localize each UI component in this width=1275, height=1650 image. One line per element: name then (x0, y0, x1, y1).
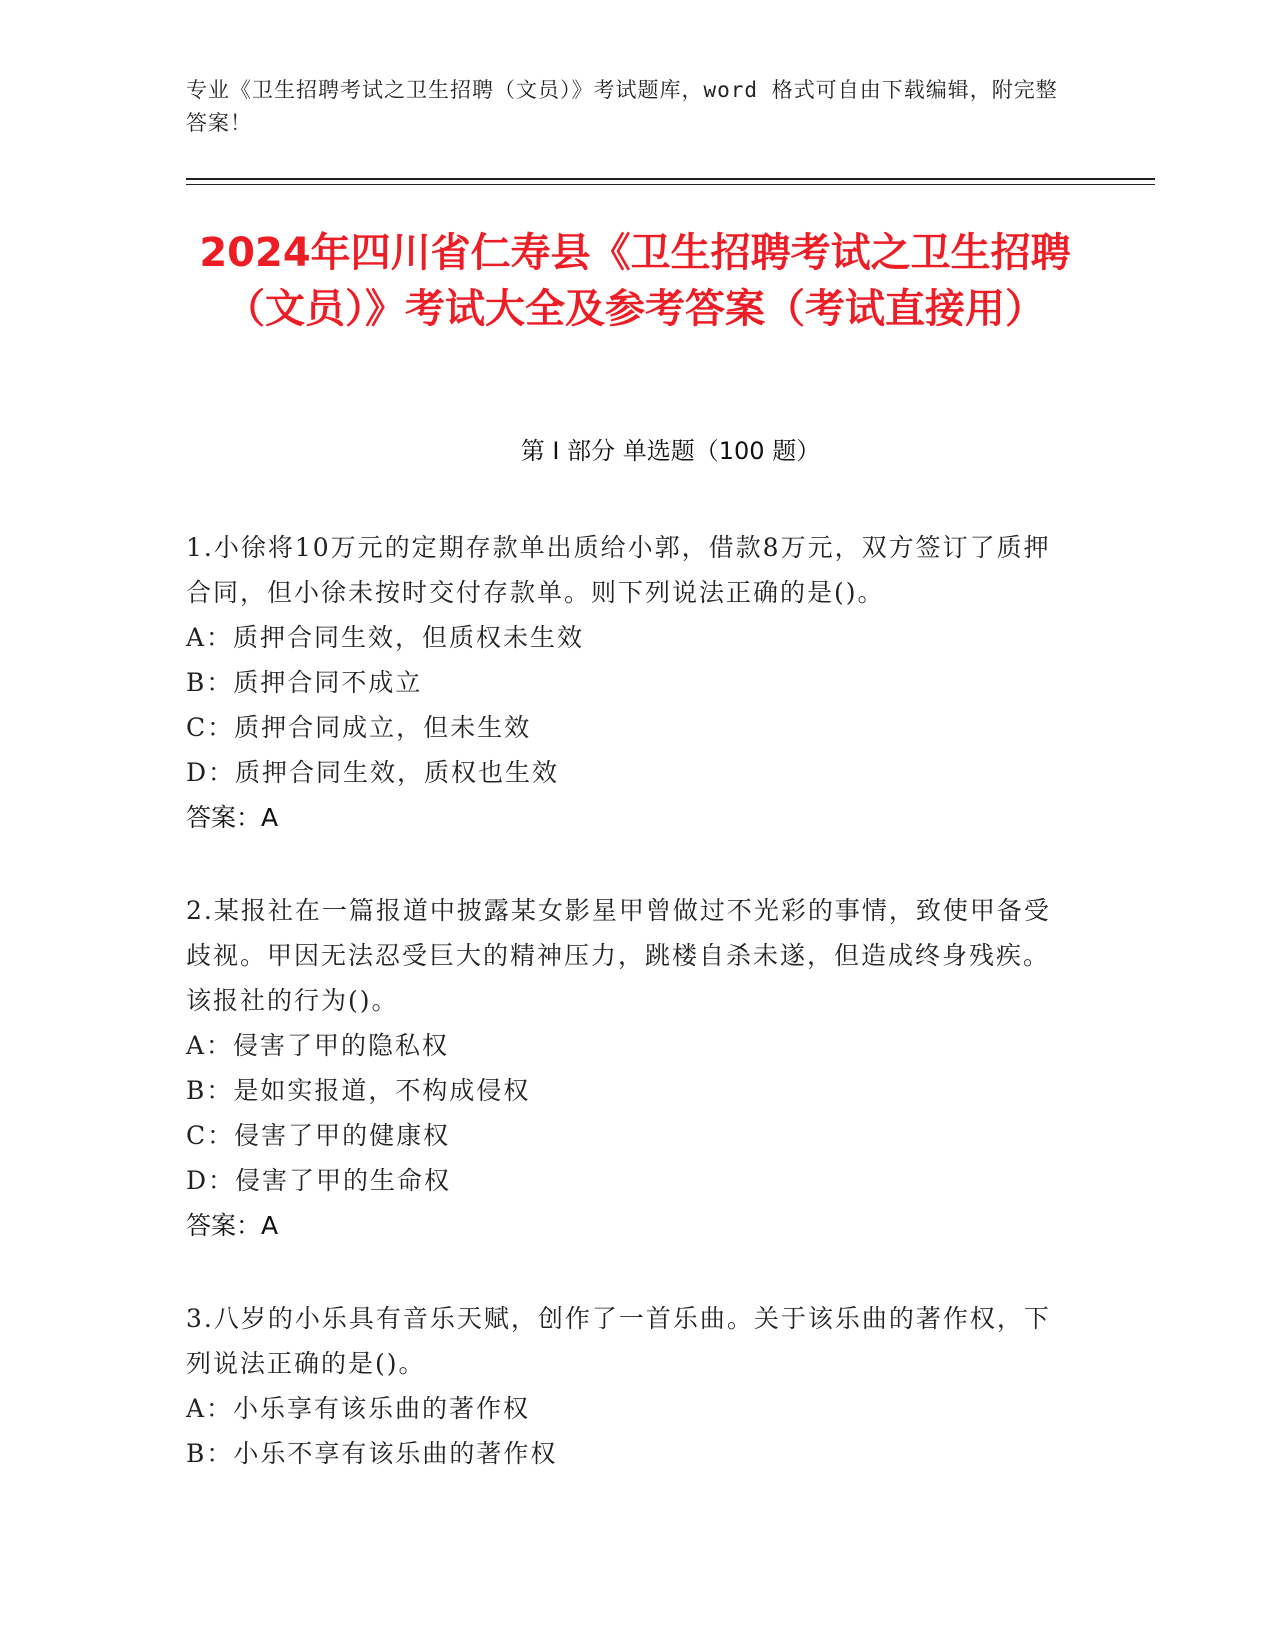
option-b: B：是如实报道，不构成侵权 (186, 1076, 531, 1105)
question-stem: 1.小徐将10万元的定期存款单出质给小郭，借款8万元，双方签订了质押合同，但小徐未按时交付存款单。则下列说法正确的是()。 (186, 533, 1051, 607)
header-divider-thick (186, 178, 1155, 180)
header-note: 专业《卫生招聘考试之卫生招聘（文员）》考试题库，word 格式可自由下载编辑，附完整答案！ (186, 78, 1058, 135)
question-stem: 2.某报社在一篇报道中披露某女影星甲曾做过不光彩的事情，致使甲备受歧视。甲因无法忍受巨大的精神压力，跳楼自杀未遂，但造成终身残疾。该报社的行为()。 (186, 896, 1051, 1015)
option-b: B：质押合同不成立 (186, 668, 423, 697)
option-c: C：侵害了甲的健康权 (186, 1121, 451, 1150)
question-stem: 3.八岁的小乐具有音乐天赋，创作了一首乐曲。关于该乐曲的著作权，下列说法正确的是()。 (186, 1304, 1051, 1378)
header-divider-thin (186, 184, 1155, 185)
question-1 (186, 525, 1066, 840)
document-title: 2024年四川省仁寿县《卫生招聘考试之卫生招聘（文员）》考试大全及参考答案（考试直接用） (199, 230, 1071, 332)
question-2 (186, 888, 1066, 1248)
option-d: D：质押合同生效，质权也生效 (186, 758, 560, 787)
option-a: A：质押合同生效，但质权未生效 (186, 623, 585, 652)
answer: 答案：A (186, 1211, 279, 1240)
option-a: A：小乐享有该乐曲的著作权 (186, 1394, 531, 1423)
option-d: D：侵害了甲的生命权 (186, 1166, 452, 1195)
answer: 答案：A (186, 803, 279, 832)
option-b: B：小乐不享有该乐曲的著作权 (186, 1439, 558, 1468)
section-heading: 第 I 部分 单选题（100 题） (520, 437, 821, 465)
question-3 (186, 1296, 1066, 1476)
question-list (186, 525, 1066, 1524)
option-c: C：质押合同成立，但未生效 (186, 713, 532, 742)
option-a: A：侵害了甲的隐私权 (186, 1031, 450, 1060)
